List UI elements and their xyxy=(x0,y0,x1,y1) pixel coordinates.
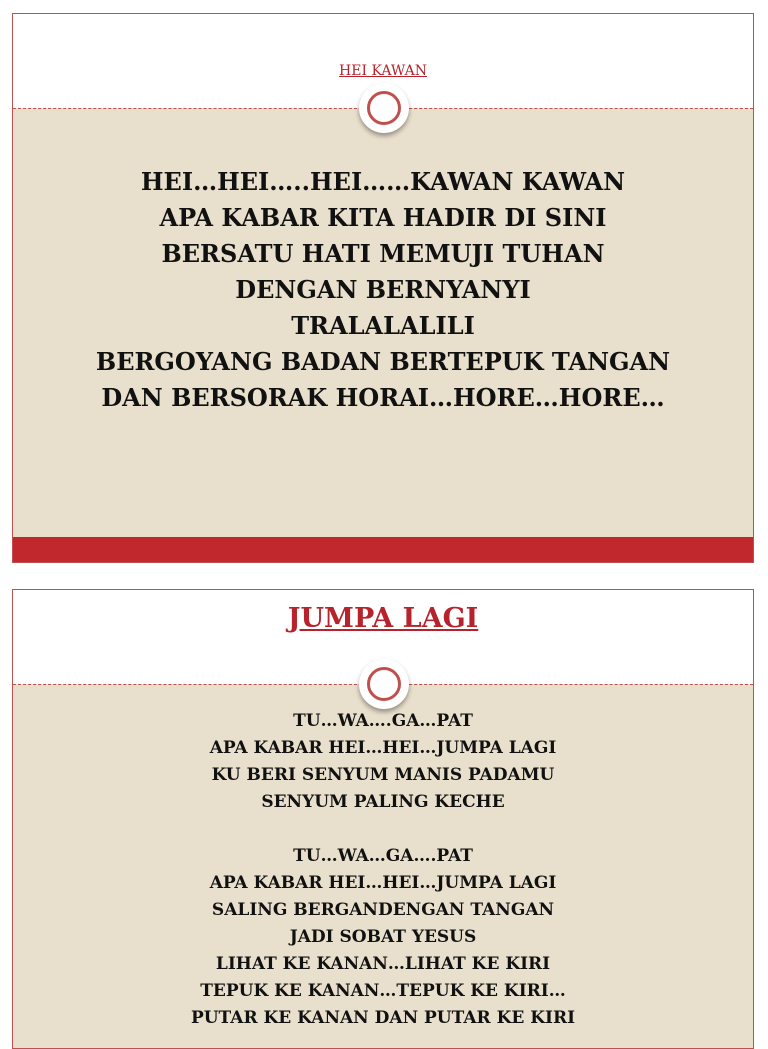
lyric-line: APA KABAR HEI…HEI…JUMPA LAGI xyxy=(209,738,557,758)
lyric-line: DENGAN BERNYANYI xyxy=(235,275,531,304)
lyric-line: TEPUK KE KANAN…TEPUK KE KIRI… xyxy=(200,981,566,1001)
footer-bar xyxy=(13,537,753,563)
verse-gap xyxy=(13,816,753,843)
lyric-line: BERGOYANG BADAN BERTEPUK TANGAN xyxy=(95,347,671,376)
lyric-line: BERSATU HATI MEMUJI TUHAN xyxy=(161,239,605,268)
lyric-line: HEI…HEI…..HEI……KAWAN KAWAN xyxy=(140,167,626,196)
lyric-line: APA KABAR KITA HADIR DI SINI xyxy=(159,203,607,232)
slide-jumpa-lagi xyxy=(12,589,754,1049)
slide-title: JUMPA LAGI xyxy=(287,603,479,634)
circle-ornament-icon xyxy=(359,83,409,133)
lyrics-block xyxy=(13,708,753,1032)
lyric-line: KU BERI SENYUM MANIS PADAMU xyxy=(211,765,555,785)
lyric-line: PUTAR KE KANAN DAN PUTAR KE KIRI xyxy=(190,1008,576,1028)
lyric-line: TU…WA….GA…PAT xyxy=(293,711,473,731)
lyric-line: SALING BERGANDENGAN TANGAN xyxy=(211,900,555,920)
lyric-line: TU…WA…GA….PAT xyxy=(293,846,473,866)
lyric-line: LIHAT KE KANAN…LIHAT KE KIRI xyxy=(215,954,551,974)
circle-ornament-icon xyxy=(359,659,409,709)
lyric-line: SENYUM PALING KECHE xyxy=(261,792,505,812)
lyric-line: DAN BERSORAK HORAI…HORE…HORE… xyxy=(101,383,665,412)
lyric-line: JADI SOBAT YESUS xyxy=(289,927,477,947)
lyric-line: APA KABAR HEI…HEI…JUMPA LAGI xyxy=(209,873,557,893)
slide-title: HEI KAWAN xyxy=(339,63,427,79)
lyrics-block xyxy=(13,164,753,416)
lyric-line: TRALALALILI xyxy=(291,311,475,340)
slide-hei-kawan xyxy=(12,13,754,563)
